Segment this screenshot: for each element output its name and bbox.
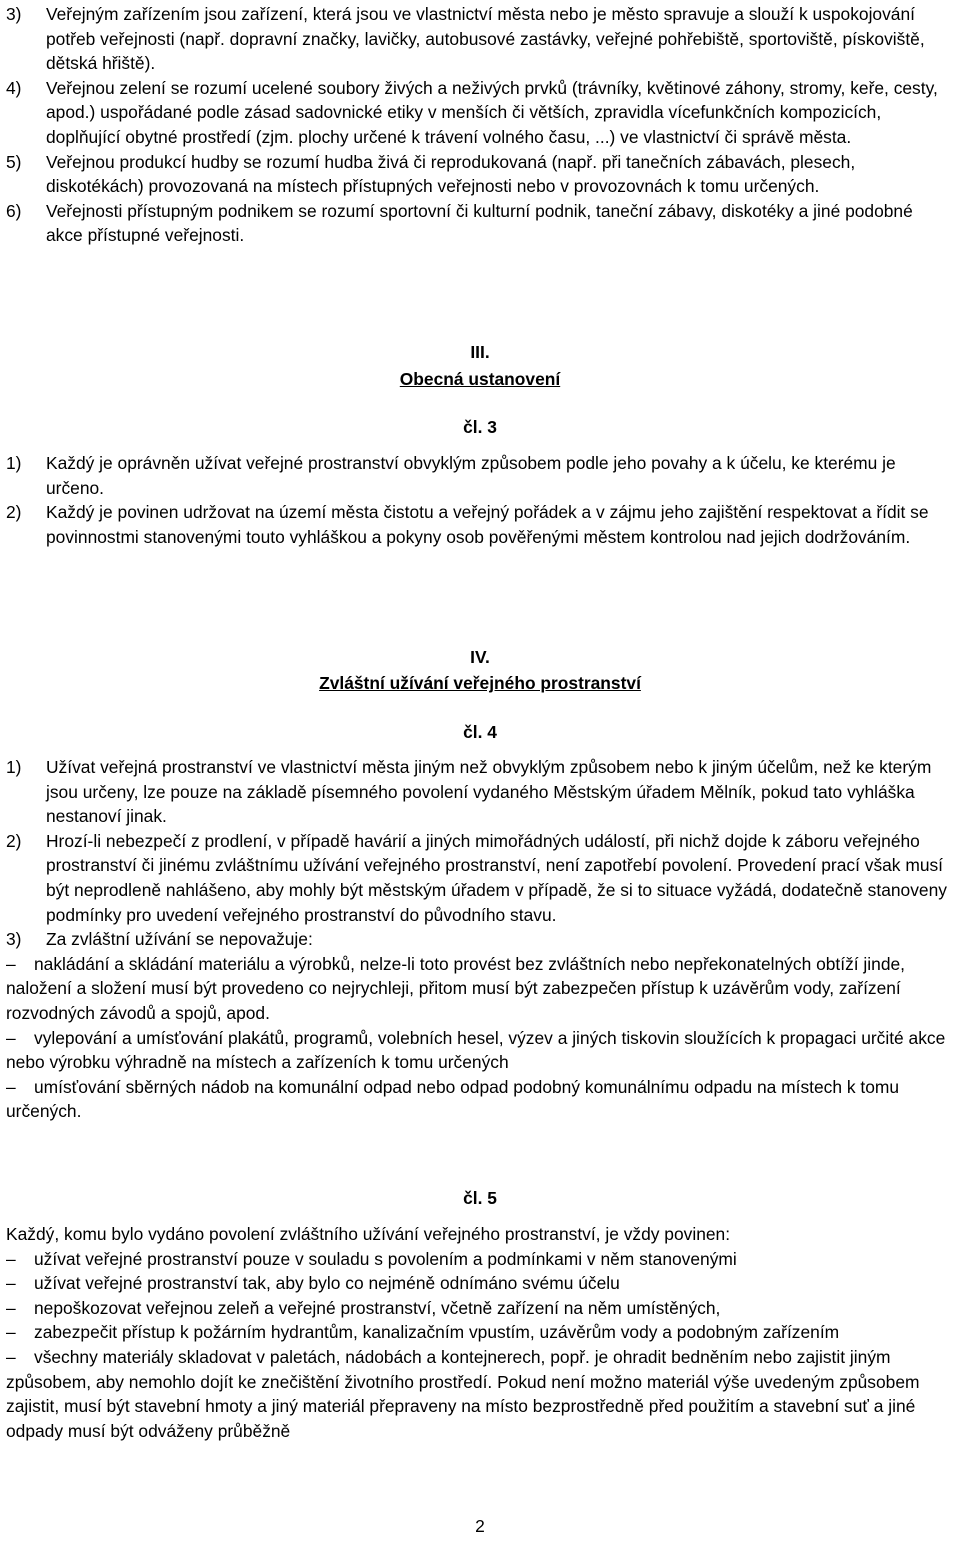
dash-item-text: užívat veřejné prostranství tak, aby bylo co nejméně odnímáno svému účelu <box>34 1273 620 1294</box>
item-text: Veřejnosti přístupným podnikem se rozumí sportovní či kulturní podnik, taneční zábavy, diskotéky a jiné podobné akce přístupné veřejnosti. <box>46 200 913 246</box>
item-text: Veřejnou produkcí hudby se rozumí hudba živá či reprodukovaná (např. při tanečních zábavách, plesech, diskotékách) provozovaná na místech přístupných veřejnosti nebo v provozovnách k tomu určených. <box>46 151 856 197</box>
item-number: 2) <box>6 502 22 523</box>
item-number: 6) <box>6 200 22 221</box>
article-4-body <box>6 755 948 1124</box>
item-number: 4) <box>6 77 22 98</box>
article-heading: čl. 5 <box>463 1188 497 1208</box>
section-title: Zvláštní užívání veřejného prostranství <box>319 673 641 693</box>
dash-item <box>6 1345 948 1443</box>
item-number: 1) <box>6 453 22 473</box>
dash-item <box>6 952 948 1026</box>
dash-item-text: nakládání a skládání materiálu a výrobků, nelze-li toto provést bez zvláštních nebo nepřekonatelných obtíží jinde, naložení a složení musí být provedeno co nejrychleji, přitom musí být zabezpečen přístup k uzávěrům vody, zařízení rozvodných závodů a spojů, apod. <box>6 953 906 1023</box>
article-heading: čl. 4 <box>463 722 497 742</box>
dash-item-text: všechny materiály skladovat v paletách, nádobách a kontejnerech, popř. je ohradit bedněním nebo zajistit jiným způsobem, aby nemohlo dojít ke znečištění životního prostředí. Pokud není možno materiál výše uvedeným způsobem zajistit, musí být stavební hmoty a jiný materiál přepraveny na místo bezprostředně před použitím a stavební suť a jiné odpady musí být odváženy průběžně <box>6 1346 920 1441</box>
dash-item <box>6 1026 948 1075</box>
list-item <box>6 451 948 500</box>
list-item <box>6 927 948 952</box>
list-item <box>6 2 948 76</box>
dash-item <box>6 1296 948 1321</box>
dash-item <box>6 1320 948 1345</box>
item-text: Veřejnou zelení se rozumí ucelené soubory živých a neživých prvků (trávníky, květinové záhony, stromy, keře, cesty, apod.) uspořádané podle zásad sadovnické etiky v menších či větších, zpravidla vícefunkčních kompozicích, doplňující obytné prostředí (zjm. plochy určené k trávení volného času, ...) ve vlastnictví či správě města. <box>46 77 938 147</box>
list-item <box>6 755 948 829</box>
dash-bullet: – <box>6 1346 16 1367</box>
dash-item-text: nepoškozovat veřejnou zeleň a veřejné prostranství, včetně zařízení na něm umístěných, <box>34 1297 721 1318</box>
item-number: 1) <box>6 757 22 777</box>
item-text: Veřejným zařízením jsou zařízení, která jsou ve vlastnictví města nebo je město spravuje a slouží k uspokojování potřeb veřejnosti (např. dopravní značky, lavičky, autobusové zastávky, veřejné pohřebiště, sportoviště, pískoviště, dětská hřiště). <box>46 4 925 74</box>
dash-bullet: – <box>6 953 16 974</box>
item-text: Každý je povinen udržovat na území města čistotu a veřejný pořádek a v zájmu jeho zajištění respektovat a řídit se povinnostmi stanovenými touto vyhláškou a pokyny osob pověřenými městem kontrolou nad jejich dodržováním. <box>46 502 929 547</box>
dash-item-text: umísťování sběrných nádob na komunální odpad nebo odpad podobný komunálnímu odpadu na místech k tomu určených. <box>6 1076 900 1122</box>
list-item <box>6 150 948 199</box>
item-number: 5) <box>6 151 22 172</box>
dash-item <box>6 1247 948 1272</box>
item-number: 3) <box>6 929 22 950</box>
dash-bullet: – <box>6 1273 16 1294</box>
item-number: 2) <box>6 830 22 851</box>
item-text: Každý je oprávněn užívat veřejné prostranství obvyklým způsobem podle jeho povahy a k účelu, ke kterému je určeno. <box>46 453 896 498</box>
dash-item-text: vylepování a umísťování plakátů, programů, volebních hesel, výzev a jiných tiskovin sloužících k propagaci určité akce nebo výrobku výhradně na místech a zařízeních k tomu určených <box>6 1027 946 1073</box>
article-intro: Každý, komu bylo vydáno povolení zvláštního užívání veřejného prostranství, je vždy povinen: <box>6 1224 731 1244</box>
list-item <box>6 76 948 150</box>
dash-item <box>6 1271 948 1296</box>
list-item <box>6 500 948 549</box>
item-text: Za zvláštní užívání se nepovažuje: <box>46 929 313 950</box>
section-roman-numeral: IV. <box>470 647 490 667</box>
dash-item <box>6 1075 948 1124</box>
dash-bullet: – <box>6 1322 16 1343</box>
list-item <box>6 829 948 927</box>
article-5-body <box>6 1222 948 1443</box>
item-text: Užívat veřejná prostranství ve vlastnictví města jiným než obvyklým způsobem nebo k jiným účelům, než ke kterým jsou určeny, lze pouze na základě písemného povolení vydaného Městským úřadem Mělník, pokud tato vyhláška nestanoví jinak. <box>46 757 932 827</box>
article-heading: čl. 3 <box>463 417 497 437</box>
item-number: 3) <box>6 4 22 24</box>
section-roman-numeral: III. <box>470 342 490 362</box>
page-number: 2 <box>475 1516 485 1536</box>
list-item <box>6 199 948 248</box>
article-3-body <box>6 451 948 549</box>
dash-bullet: – <box>6 1297 16 1318</box>
dash-item-text: užívat veřejné prostranství pouze v souladu s povolením a podmínkami v něm stanovenými <box>34 1248 737 1269</box>
item-text: Hrozí-li nebezpečí z prodlení, v případě havárií a jiných mimořádných událostí, při nichž dojde k záboru veřejného prostranství či jinému zvláštnímu užívání veřejného prostranství, není zapotřebí povolení. Provedení prací však musí být neprodleně nahlášeno, aby mohly být městským úřadem v případě, že si to situace vyžádá, dodatečně stanoveny podmínky pro uvedení veřejného prostranství do původního stavu. <box>46 830 947 925</box>
section-title: Obecná ustanovení <box>399 369 561 389</box>
dash-bullet: – <box>6 1076 16 1097</box>
dash-item-text: zabezpečit přístup k požárním hydrantům, kanalizačním vpustím, uzávěrům vody a podobným zařízením <box>34 1322 840 1343</box>
dash-bullet: – <box>6 1027 16 1048</box>
dash-bullet: – <box>6 1248 16 1269</box>
definitions-list <box>6 2 948 248</box>
